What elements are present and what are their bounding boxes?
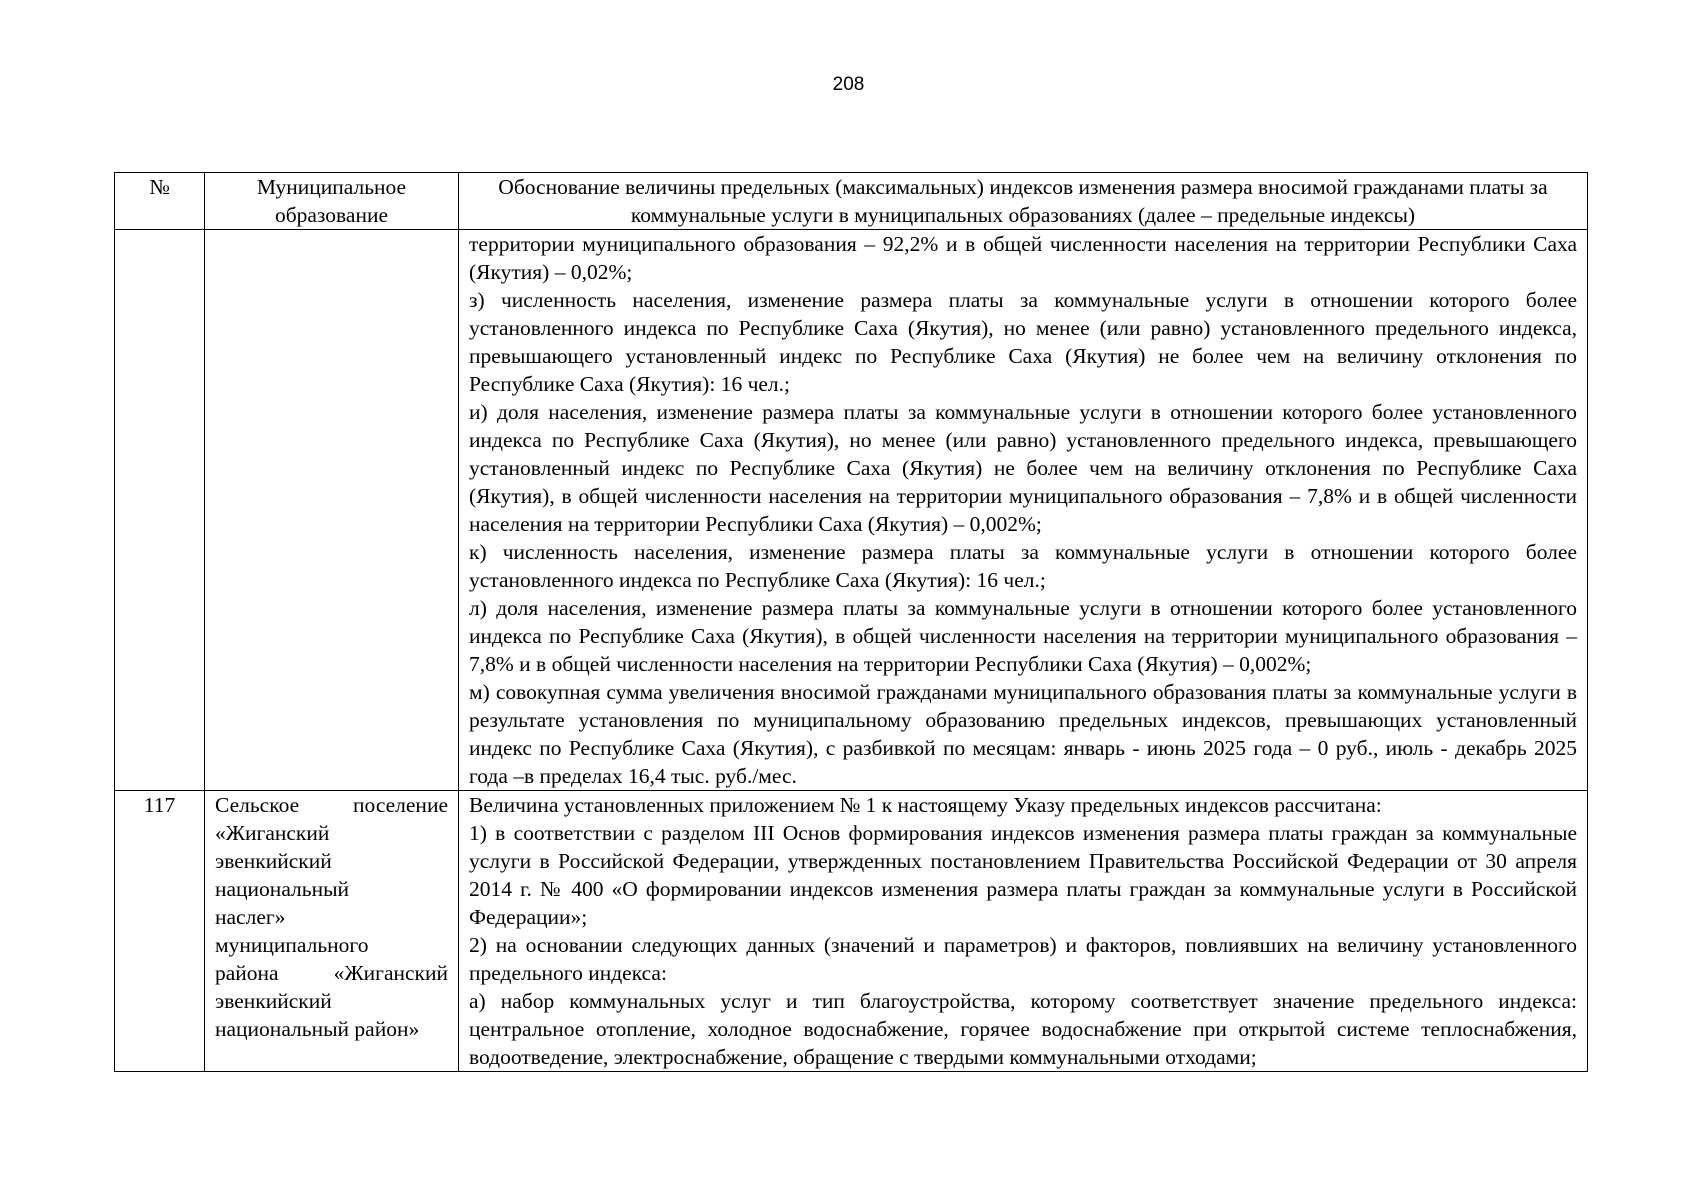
paragraph: м) совокупная сумма увеличения вносимой гражданами муниципального образования платы за коммунальные услуги в результате установления по муниципальному образованию предельных индексов, превышающих установленный индекс по Республике Саха (Якутия), с разбивкой по месяцам: январь - июнь 2025 года – 0 руб., июль - декабрь 2025 года –в пределах 16,4 тыс. руб./мес.: [469, 680, 1577, 788]
paragraph: а) набор коммунальных услуг и тип благоустройства, которому соответствует значение предельного индекса: центральное отопление, холодное водоснабжение, горячее водоснабжение при открытой системе теплоснабжения, водоотведение, электроснабжение, обращение с твердыми коммунальными отходами;: [469, 989, 1577, 1069]
municipality-line: наслег»: [215, 905, 286, 929]
table-header-row: [115, 173, 1588, 230]
table-row-117: [115, 791, 1588, 1072]
header-justification: Обоснование величины предельных (максимальных) индексов изменения размера вносимой гражданами платы за коммунальные услуги в муниципальных образованиях (далее – предельные индексы): [459, 173, 1588, 230]
paragraph: 1) в соответствии с разделом III Основ формирования индексов изменения размера платы граждан за коммунальные услуги в Российской Федерации, утвержденных постановлением Правительства Российской Федерации от 30 апреля 2014 г. № 400 «О формировании индексов изменения размера платы граждан за коммунальные услуги в Российской Федерации»;: [469, 821, 1577, 929]
paragraph: и) доля населения, изменение размера платы за коммунальные услуги в отношении которого более установленного индекса по Республике Саха (Якутия), но менее (или равно) установленного предельного индекса, превышающего установленный индекс по Республике Саха (Якутия) не более чем на величину отклонения по Республике Саха (Якутия), в общей численности населения на территории муниципального образования – 7,8% и в общей численности населения на территории Республики Саха (Якутия) – 0,002%;: [469, 400, 1577, 536]
paragraph: к) численность населения, изменение размера платы за коммунальные услуги в отношении которого более установленного индекса по Республике Саха (Якутия): 16 чел.;: [469, 540, 1577, 592]
municipality-line: района «Жиганский: [215, 961, 448, 985]
municipality-line: «Жиганский: [215, 821, 330, 845]
paragraph: территории муниципального образования – 92,2% и в общей численности населения на территории Республики Саха (Якутия) – 0,02%;: [469, 232, 1577, 284]
cell-justification: [459, 230, 1588, 791]
municipality-line: национальный: [215, 877, 350, 901]
municipality-line: эвенкийский: [215, 849, 332, 873]
paragraph: 2) на основании следующих данных (значений и параметров) и факторов, повлиявших на величину установленного предельного индекса:: [469, 933, 1577, 985]
cell-number: 117: [115, 791, 205, 1072]
cell-municipality: [205, 791, 459, 1072]
municipality-line: национальный район»: [215, 1017, 420, 1041]
indices-table: [114, 172, 1588, 1072]
table-row-continuation: [115, 230, 1588, 791]
page-number: 208: [832, 74, 865, 95]
municipality-line: муниципального: [215, 933, 369, 957]
cell-municipality: [205, 230, 459, 791]
header-number: №: [115, 173, 205, 230]
paragraph: Величина установленных приложением № 1 к настоящему Указу предельных индексов рассчитана:: [469, 793, 1382, 817]
municipality-line: Сельское поселение: [215, 793, 448, 817]
paragraph: л) доля населения, изменение размера платы за коммунальные услуги в отношении которого более установленного индекса по Республике Саха (Якутия), в общей численности населения на территории муниципального образования – 7,8% и в общей численности населения на территории Республики Саха (Якутия) – 0,002%;: [469, 596, 1577, 676]
municipality-line: эвенкийский: [215, 989, 332, 1013]
paragraph: з) численность населения, изменение размера платы за коммунальные услуги в отношении которого более установленного индекса по Республике Саха (Якутия), но менее (или равно) установленного предельного индекса, превышающего установленный индекс по Республике Саха (Якутия) не более чем на величину отклонения по Республике Саха (Якутия): 16 чел.;: [469, 288, 1577, 396]
header-municipality: Муниципальное образование: [205, 173, 459, 230]
cell-justification: [459, 791, 1588, 1072]
cell-number: [115, 230, 205, 791]
